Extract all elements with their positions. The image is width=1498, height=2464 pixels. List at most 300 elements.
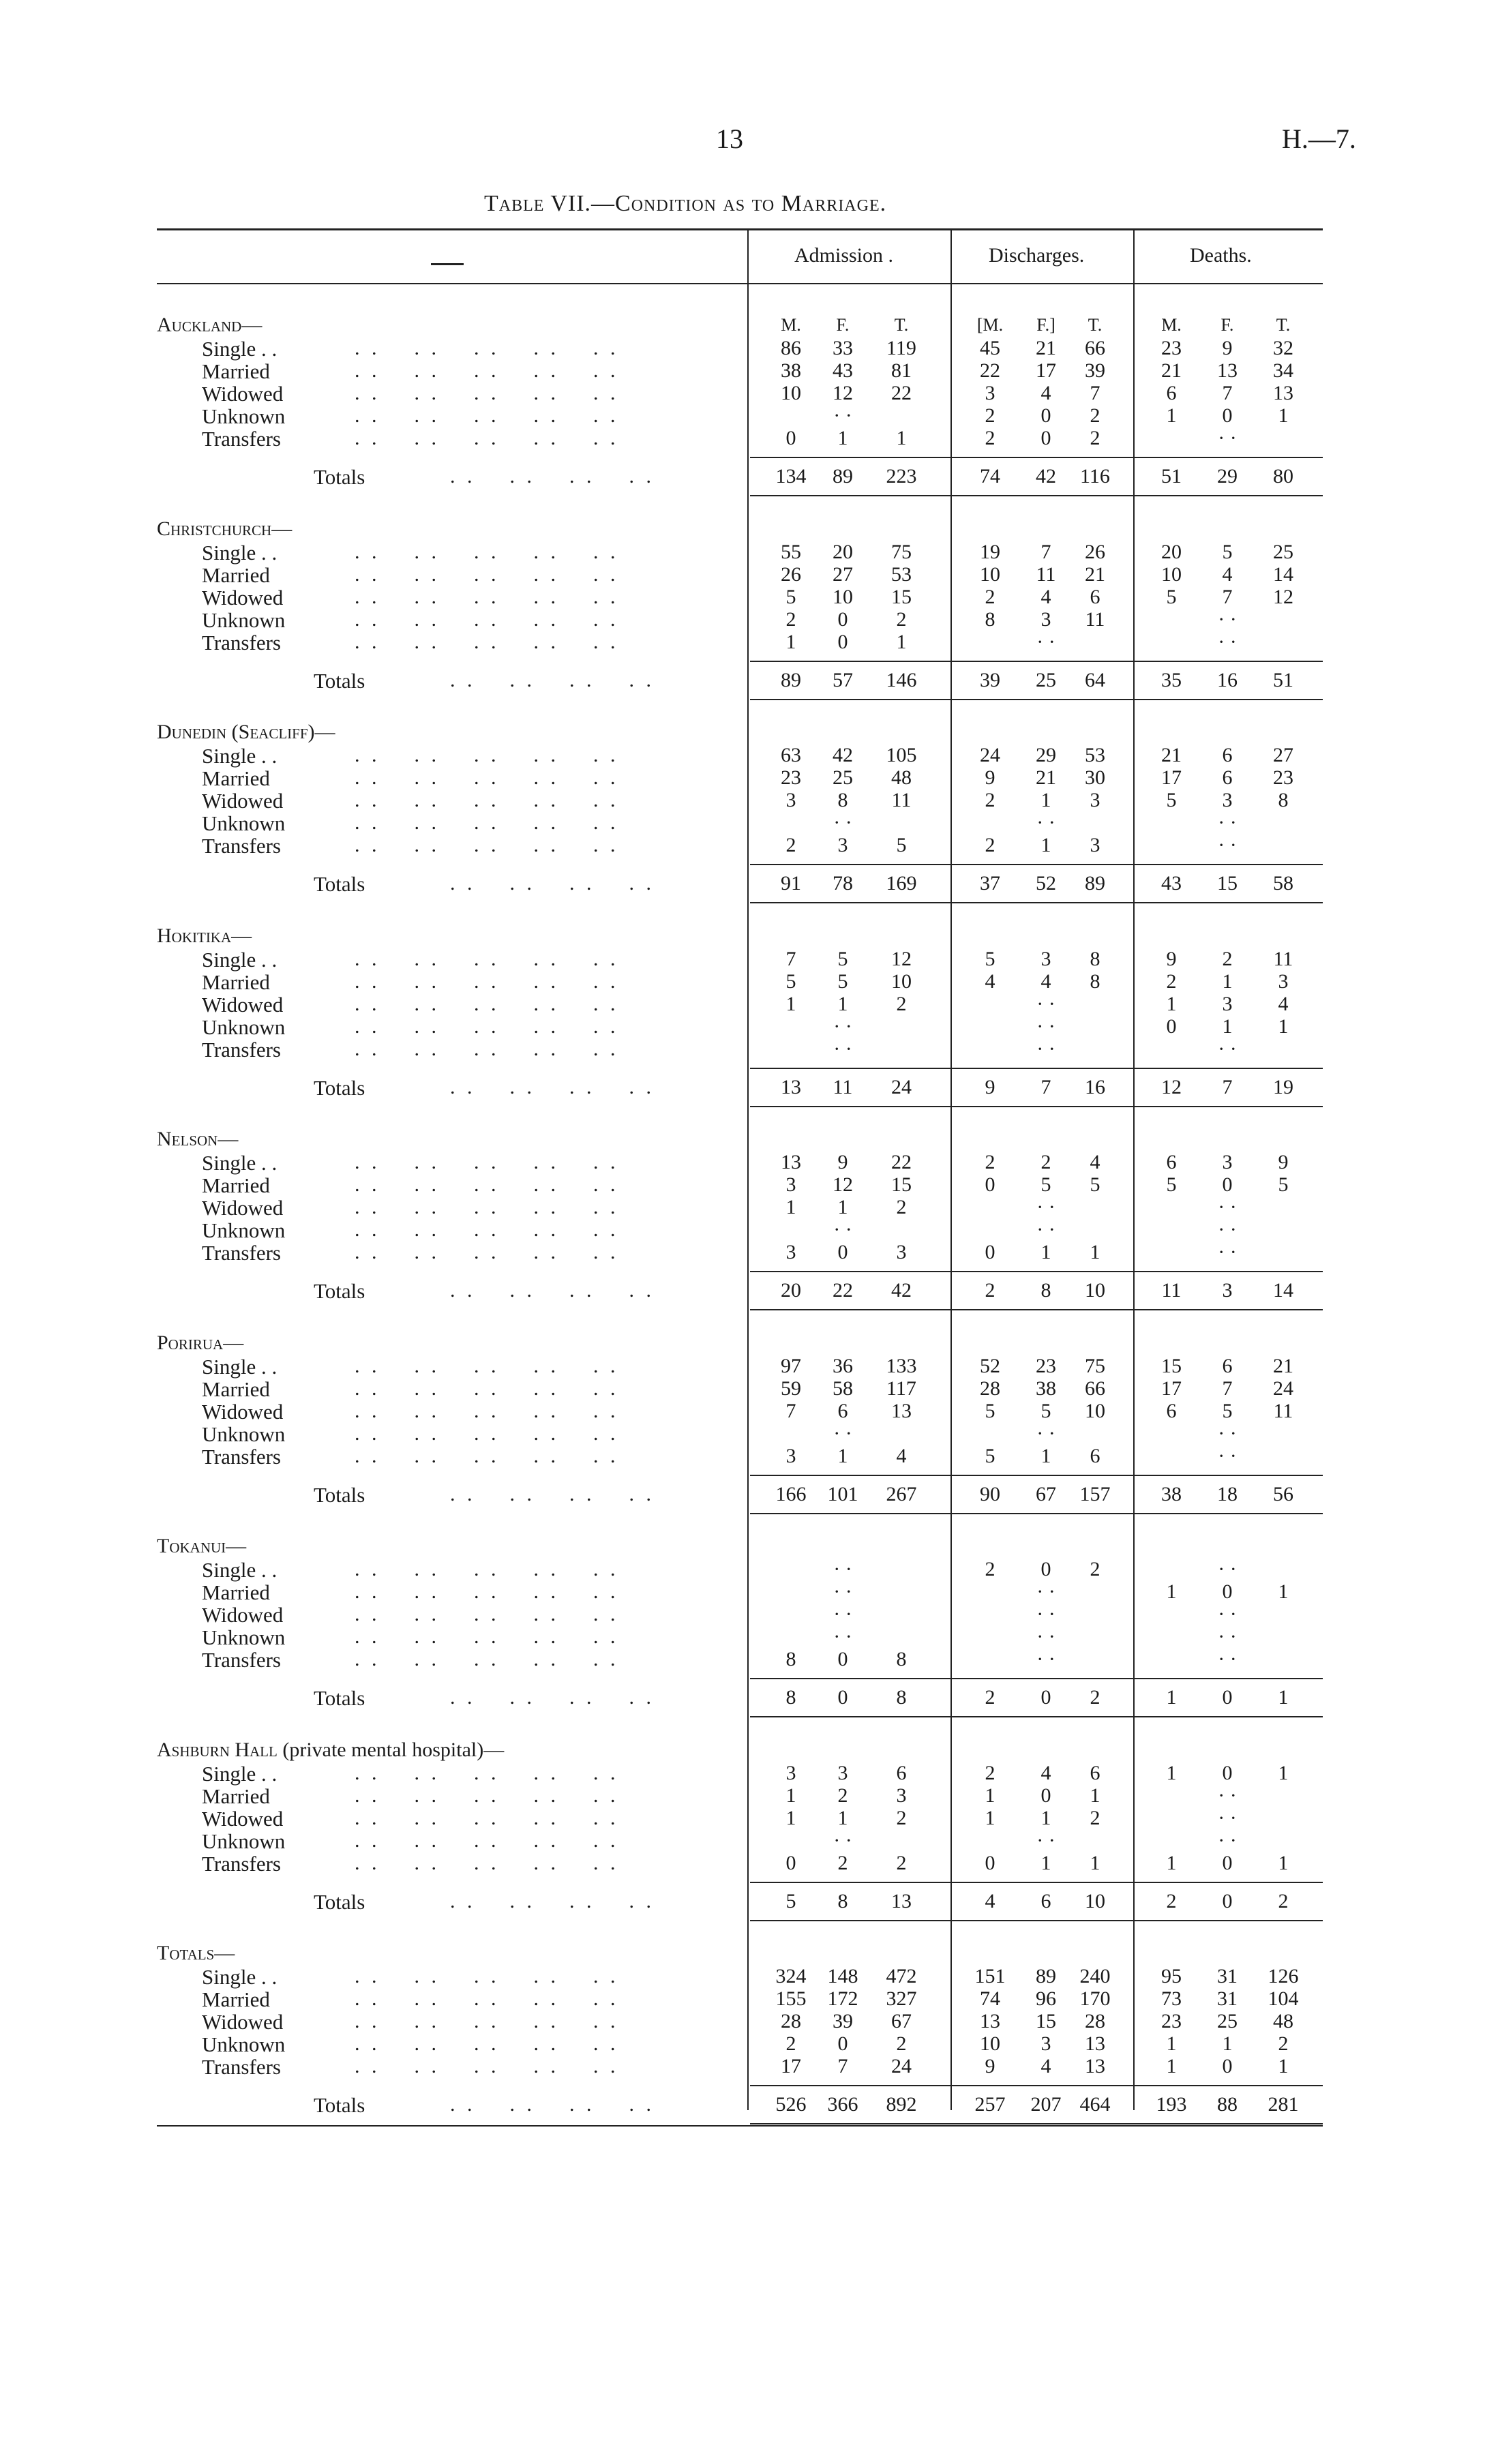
table-cell: · · [1036,1580,1055,1603]
section-name: Totals— [157,1942,235,1964]
table-cell: 24 [980,744,1000,766]
table-cell: 33 [833,337,853,359]
table-cell: 5 [1278,1173,1289,1196]
totals-cell: 19 [1273,1075,1293,1098]
totals-cell: 5 [785,1889,796,1912]
table-cell: 11 [1036,562,1056,586]
table-cell: 0 [985,1851,995,1874]
table-cell: · · [1036,1603,1055,1625]
table-cell: 1 [837,1444,848,1467]
row-label: Widowed [202,1806,284,1831]
totals-rule [750,2085,1323,2086]
section-name: Ashburn Hall [157,1738,278,1761]
table-cell: 1 [1166,2032,1177,2055]
table-cell: 26 [781,562,801,586]
table-cell: 7 [837,2055,848,2077]
table-cell: 1 [896,630,907,653]
table-cell: 13 [1085,2032,1105,2055]
totals-cell: 25 [1036,668,1056,691]
totals-rule [750,864,1323,865]
table-cell: 12 [1273,585,1293,608]
table-cell: 8 [1278,789,1289,811]
row-label: Transfers [202,1444,281,1469]
leader-dots: . . . . . . . . . . [355,789,619,811]
totals-cell: 42 [1036,465,1056,487]
table-cell: 8 [837,789,848,811]
table-cell: 0 [1166,1015,1177,1038]
table-cell: 148 [827,1965,858,1987]
table-cell: 89 [1036,1965,1056,1987]
column-divider-left [747,228,749,2110]
table-cell: · · [833,1829,852,1852]
table-title: Table VII.—Condition as to Marriage. [484,191,887,216]
totals-cell: 16 [1085,1075,1105,1098]
totals-cell: 2 [985,1686,995,1709]
totals-cell: 39 [980,668,1000,691]
table-cell: 74 [980,1987,1000,2010]
row-label: Unknown [202,1218,286,1242]
table-cell: 0 [837,2032,848,2055]
table-cell: 8 [896,1648,907,1670]
table-cell: · · [833,1625,852,1648]
table-cell: 3 [1040,2032,1051,2055]
table-cell: 9 [1166,947,1177,970]
leader-dots: . . . . . . . . . . [355,834,619,856]
totals-cell: 0 [1222,1889,1233,1912]
table-cell: · · [833,1422,852,1445]
table-cell: 1 [1222,1015,1233,1038]
table-cell: 11 [1273,947,1293,970]
totals-cell: 207 [1030,2093,1062,2116]
row-label: Widowed [202,382,284,406]
table-cell: · · [1218,1625,1237,1648]
leader-dots: . . . . . . . . . . [355,1784,619,1807]
table-cell: · · [1218,1829,1237,1852]
table-cell: 20 [833,540,853,563]
table-cell: 6 [1090,585,1100,608]
table-cell: 5 [1222,540,1233,563]
table-cell: 119 [886,337,916,359]
table-cell: 1 [1278,2055,1289,2077]
leader-dots: . . . . . . . . . . [355,540,619,563]
row-label: Transfers [202,834,281,858]
table-cell: 6 [1166,382,1177,404]
table-cell: 5 [1090,1173,1100,1196]
table-cell: 3 [1222,1151,1233,1173]
table-cell: · · [833,1558,852,1580]
table-cell: 8 [985,607,995,631]
table-cell: 21 [1273,1354,1293,1377]
table-cell: 4 [1222,562,1233,586]
table-cell: 240 [1079,1965,1111,1987]
table-cell: 1 [1166,1851,1177,1874]
totals-bottom-rule [750,1716,1323,1717]
table-cell: 3 [785,1173,796,1196]
header-bottom-rule [157,283,1323,284]
table-cell: 9 [837,1151,848,1173]
totals-cell: 1 [1166,1686,1177,1709]
totals-label: Totals [314,1075,365,1100]
totals-leader-dots: . . . . . . . . [450,1686,655,1709]
table-cell: 2 [1090,427,1100,449]
table-cell: 81 [891,359,912,382]
table-cell: 17 [1161,1377,1182,1400]
table-cell: 38 [781,359,801,382]
table-cell: 96 [1036,1987,1056,2010]
leader-dots: . . . . . . . . . . [355,1761,619,1784]
table-cell: 126 [1268,1965,1299,1987]
totals-cell: 8 [837,1889,848,1912]
table-cell: 0 [1040,404,1051,427]
table-cell: 28 [781,2010,801,2032]
totals-cell: 42 [891,1279,912,1302]
column-subheader: T. [1276,315,1291,335]
leader-dots: . . . . . . . . . . [355,630,619,653]
table-cell: 0 [785,427,796,449]
table-cell: 25 [833,766,853,789]
table-cell: · · [1036,811,1055,834]
leader-dots: . . . . . . . . . . [355,2055,619,2077]
totals-leader-dots: . . . . . . . . [450,1482,655,1505]
section-heading [157,1332,243,1355]
table-cell: 1 [1040,1851,1051,1874]
table-cell: 4 [985,970,995,993]
table-cell: 7 [785,1399,796,1422]
totals-label: Totals [314,2093,365,2117]
table-cell: · · [1036,992,1055,1015]
table-cell: 1 [1222,2032,1233,2055]
leader-dots: . . . . . . . . . . [355,992,619,1015]
leader-dots: . . . . . . . . . . [355,1241,619,1263]
table-cell: 155 [775,1987,807,2010]
totals-leader-dots: . . . . . . . . [450,1279,655,1302]
table-cell: 3 [785,1761,796,1784]
row-label: Single . . [202,337,278,361]
header-deaths: Deaths. [1190,244,1252,267]
table-cell: 5 [985,947,995,970]
totals-cell: 9 [985,1075,995,1098]
column-subheader: M. [781,315,801,335]
row-label: Unknown [202,1015,286,1039]
table-cell: 0 [1040,1784,1051,1807]
leader-dots: . . . . . . . . . . [355,1354,619,1377]
table-cell: 5 [985,1399,995,1422]
leader-dots: . . . . . . . . . . [355,359,619,382]
table-cell: 23 [781,766,801,789]
totals-cell: 366 [827,2093,858,2116]
row-label: Married [202,1784,270,1808]
row-label: Transfers [202,2055,281,2079]
totals-cell: 267 [886,1482,917,1505]
table-cell: 58 [833,1377,853,1400]
totals-rule [750,457,1323,458]
row-label: Unknown [202,607,286,632]
table-cell: 23 [1161,2010,1182,2032]
table-cell: 6 [1222,1354,1233,1377]
table-cell: 17 [781,2055,801,2077]
row-label: Transfers [202,1851,281,1876]
table-cell: 11 [1085,607,1105,631]
row-label: Transfers [202,1037,281,1062]
column-subheader: F.] [1036,315,1055,335]
leader-dots: . . . . . . . . . . [355,766,619,789]
table-cell: 5 [785,970,796,993]
table-cell: 1 [837,427,848,449]
totals-cell: 257 [974,2093,1006,2116]
table-cell: 66 [1085,1377,1105,1400]
leader-dots: . . . . . . . . . . [355,427,619,449]
table-cell: 17 [1161,766,1182,789]
table-cell: 117 [886,1377,916,1400]
table-cell: 6 [1090,1761,1100,1784]
header-dash [431,263,464,265]
totals-cell: 10 [1085,1889,1105,1912]
table-cell: 0 [1040,427,1051,449]
totals-cell: 146 [886,668,917,691]
table-cell: 4 [1040,585,1051,608]
row-label: Transfers [202,427,281,451]
row-label: Single . . [202,540,278,565]
table-cell: 15 [1161,1354,1182,1377]
totals-cell: 91 [781,872,801,895]
table-cell: 1 [1278,1580,1289,1603]
table-cell: 67 [891,2010,912,2032]
section-heading [157,517,292,541]
table-cell: 1 [837,1806,848,1829]
table-cell: 1 [785,1196,796,1218]
leader-dots: . . . . . . . . . . [355,1173,619,1196]
totals-cell: 38 [1161,1482,1182,1505]
row-label: Married [202,562,270,587]
totals-bottom-rule [750,699,1323,700]
totals-cell: 101 [827,1482,858,1505]
table-cell: 2 [1090,1558,1100,1580]
table-cell: 43 [833,359,853,382]
table-cell: 10 [1161,562,1182,586]
row-label: Married [202,359,270,383]
table-cell: 8 [1090,947,1100,970]
table-cell: 15 [891,1173,912,1196]
table-cell: · · [1218,427,1237,449]
header-discharges: Discharges. [989,244,1085,267]
totals-rule [750,1068,1323,1069]
table-cell: 105 [886,744,917,766]
table-cell: 2 [1090,1806,1100,1829]
totals-cell: 16 [1217,668,1238,691]
leader-dots: . . . . . . . . . . [355,1151,619,1173]
table-cell: 13 [781,1151,801,1173]
table-cell: 2 [896,1851,907,1874]
table-cell: 1 [896,427,907,449]
table-cell: 10 [781,382,801,404]
row-label: Unknown [202,1625,286,1649]
table-cell: 34 [1273,359,1293,382]
totals-cell: 56 [1273,1482,1293,1505]
table-cell: 5 [1166,1173,1177,1196]
table-cell: 25 [1273,540,1293,563]
table-cell: · · [1218,1648,1237,1670]
table-cell: 4 [896,1444,907,1467]
table-cell: 39 [833,2010,853,2032]
table-cell: 1 [1166,1761,1177,1784]
section-name: Nelson— [157,1128,239,1150]
totals-cell: 24 [891,1075,912,1098]
table-cell: 3 [896,1241,907,1263]
table-cell: 5 [837,947,848,970]
table-cell: 3 [1040,947,1051,970]
table-cell: 6 [1166,1399,1177,1422]
table-cell: · · [1218,1603,1237,1625]
leader-dots: . . . . . . . . . . [355,1580,619,1603]
totals-cell: 2 [1278,1889,1289,1912]
table-cell: 1 [785,630,796,653]
leader-dots: . . . . . . . . . . [355,1648,619,1670]
column-subheader: T. [894,315,909,335]
table-cell: 170 [1079,1987,1111,2010]
table-top-rule [157,228,1323,230]
table-cell: 3 [837,1761,848,1784]
table-cell: 3 [1090,789,1100,811]
table-cell: 1 [1040,1241,1051,1263]
totals-rule [750,1475,1323,1476]
page-number: 13 [716,123,743,154]
table-cell: · · [1036,1829,1055,1852]
table-cell: · · [1218,834,1237,856]
totals-cell: 52 [1036,872,1056,895]
totals-leader-dots: . . . . . . . . [450,1889,655,1912]
leader-dots: . . . . . . . . . . [355,1377,619,1400]
leader-dots: . . . . . . . . . . [355,404,619,427]
leader-dots: . . . . . . . . . . [355,562,619,586]
table-cell: 0 [837,1648,848,1670]
row-label: Single . . [202,744,278,768]
row-label: Transfers [202,630,281,655]
table-cell: 13 [1217,359,1238,382]
table-cell: · · [1218,1422,1237,1445]
table-cell: 1 [1040,1806,1051,1829]
table-cell: 12 [891,947,912,970]
table-cell: 7 [1040,540,1051,563]
row-label: Single . . [202,1761,278,1786]
totals-cell: 169 [886,872,917,895]
table-cell: 0 [1222,1173,1233,1196]
table-cell: 42 [833,744,853,766]
row-label: Transfers [202,1241,281,1265]
table-cell: 2 [985,789,995,811]
column-subheader: F. [836,315,850,335]
table-cell: 3 [785,1444,796,1467]
page-reference: H.—7. [1282,123,1356,154]
table-cell: 36 [833,1354,853,1377]
totals-cell: 11 [1161,1279,1182,1302]
table-cell: 59 [781,1377,801,1400]
table-cell: 86 [781,337,801,359]
table-cell: 2 [985,834,995,856]
table-cell: · · [1218,811,1237,834]
section-name: Tokanui— [157,1535,247,1557]
totals-cell: 57 [833,668,853,691]
totals-cell: 13 [781,1075,801,1098]
table-cell: 1 [1166,992,1177,1015]
table-cell: 11 [1273,1399,1293,1422]
row-label: Single . . [202,1965,278,1989]
leader-dots: . . . . . . . . . . [355,811,619,834]
table-cell: 2 [896,1196,907,1218]
table-cell: 22 [891,382,912,404]
table-cell: 2 [837,1851,848,1874]
table-cell: 472 [886,1965,917,1987]
table-cell: 2 [896,1806,907,1829]
table-cell: 1 [1090,1851,1100,1874]
table-cell: 31 [1217,1987,1238,2010]
section-heading [157,1739,504,1762]
table-cell: 12 [833,382,853,404]
table-cell: 5 [837,970,848,993]
table-cell: 10 [833,585,853,608]
table-cell: 5 [896,834,907,856]
column-divider-middle [950,228,952,2110]
table-cell: 0 [1222,1761,1233,1784]
totals-cell: 892 [886,2093,917,2116]
row-label: Unknown [202,1829,286,1853]
table-cell: 133 [886,1354,917,1377]
table-cell: 6 [1222,744,1233,766]
table-cell: 0 [985,1241,995,1263]
table-cell: · · [833,404,852,427]
leader-dots: . . . . . . . . . . [355,744,619,766]
totals-rule [750,1678,1323,1679]
table-cell: · · [1218,1444,1237,1467]
table-cell: 3 [896,1784,907,1807]
table-cell: 3 [1278,970,1289,993]
table-cell: · · [1036,1015,1055,1038]
totals-cell: 8 [1040,1279,1051,1302]
table-cell: 22 [980,359,1000,382]
row-label: Widowed [202,789,284,813]
table-cell: 7 [1222,382,1233,404]
table-cell: 3 [785,789,796,811]
row-label: Single . . [202,1354,278,1379]
totals-cell: 0 [1222,1686,1233,1709]
row-label: Widowed [202,1399,284,1424]
row-label: Transfers [202,1648,281,1672]
totals-leader-dots: . . . . . . . . [450,668,655,691]
totals-bottom-rule [750,1309,1323,1310]
table-cell: · · [1036,630,1055,653]
leader-dots: . . . . . . . . . . [355,1965,619,1987]
leader-dots: . . . . . . . . . . [355,970,619,993]
table-cell: 5 [985,1444,995,1467]
row-label: Married [202,1173,270,1197]
table-cell: 6 [1166,1151,1177,1173]
table-cell: 23 [1161,337,1182,359]
table-cell: 0 [1222,1580,1233,1603]
table-cell: 27 [1273,744,1293,766]
table-cell: 2 [785,834,796,856]
table-cell: 2 [1090,404,1100,427]
table-cell: 7 [785,947,796,970]
table-cell: 31 [1217,1965,1238,1987]
table-cell: 1 [837,992,848,1015]
totals-cell: 58 [1273,872,1293,895]
table-cell: 2 [896,607,907,631]
totals-cell: 22 [833,1279,853,1302]
table-cell: · · [1218,1806,1237,1829]
table-cell: 2 [985,427,995,449]
table-cell: 324 [775,1965,807,1987]
header-admission: Admission . [794,244,894,267]
table-cell: 66 [1085,337,1105,359]
